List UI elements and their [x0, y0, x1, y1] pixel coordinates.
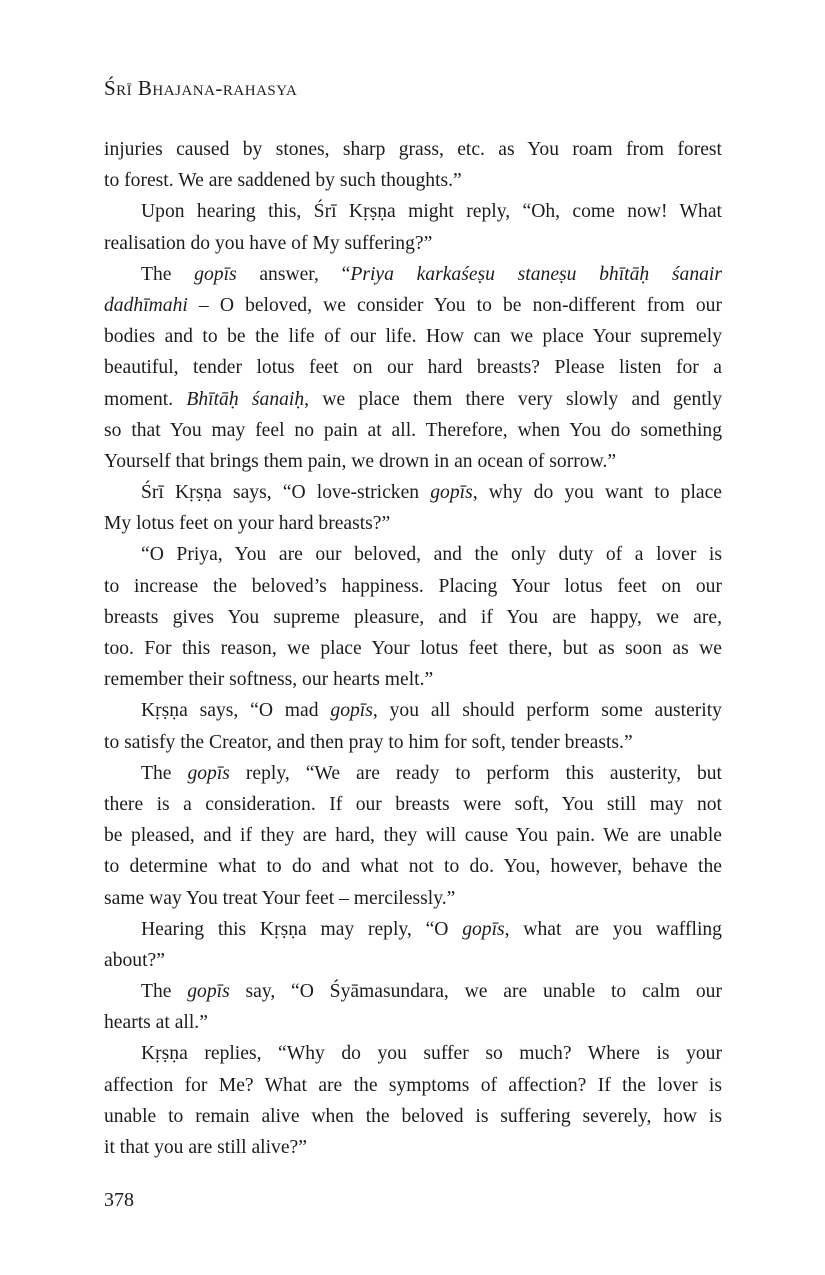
text-line: injuries caused by stones, sharp grass, etc. as You roam from forest — [104, 139, 722, 160]
text-line: hearts at all.” — [104, 1012, 208, 1034]
text-line: Śrī Kṛṣṇa says, “O love-stricken gopīs, why do you want to place — [141, 482, 722, 504]
text-line: Kṛṣṇa replies, “Why do you suffer so much? Where is your — [141, 1043, 722, 1065]
text-line: it that you are still alive?” — [104, 1137, 307, 1158]
text-line: be pleased, and if they are hard, they will cause You pain. We are unable — [104, 825, 722, 847]
text-line: to satisfy the Creator, and then pray to him for soft, tender breasts.” — [104, 731, 633, 753]
text-line: Kṛṣṇa says, “O mad gopīs, you all should perform some austerity — [141, 700, 722, 722]
body-text — [104, 134, 722, 1163]
running-head: Śrī Bhajana-rahasya — [104, 76, 298, 100]
text-line: affection for Me? What are the symptoms of affection? If the lover is — [104, 1074, 722, 1096]
text-line: so that You may feel no pain at all. Therefore, when You do something — [104, 419, 722, 441]
text-line: bodies and to be the life of our life. How can we place Your supremely — [104, 326, 722, 348]
text-line: there is a consideration. If our breasts were soft, You still may not — [104, 793, 722, 815]
text-line: same way You treat Your feet – mercilessly.” — [104, 887, 456, 909]
text-line: My lotus feet on your hard breasts?” — [104, 513, 391, 535]
text-line: The gopīs reply, “We are ready to perform this austerity, but — [141, 762, 722, 784]
text-line: Yourself that brings them pain, we drown in an ocean of sorrow.” — [104, 450, 617, 472]
text-line: unable to remain alive when the beloved is suffering severely, how is — [104, 1105, 722, 1127]
text-line: Upon hearing this, Śrī Kṛṣṇa might reply, “Oh, come now! What — [141, 201, 722, 223]
text-line: realisation do you have of My suffering?” — [104, 232, 433, 254]
text-line: moment. Bhītāḥ śanaiḥ, we place them there very slowly and gently — [104, 388, 722, 410]
text-line: to increase the beloved’s happiness. Placing Your lotus feet on our — [104, 575, 722, 597]
text-line: to forest. We are saddened by such thoughts.” — [104, 170, 462, 192]
page-number: 378 — [104, 1189, 134, 1211]
text-line: about?” — [104, 949, 165, 971]
text-line: too. For this reason, we place Your lotus feet there, but as soon as we — [104, 638, 722, 659]
text-line: The gopīs say, “O Śyāmasundara, we are unable to calm our — [141, 981, 722, 1003]
text-line: breasts gives You supreme pleasure, and if You are happy, we are, — [104, 606, 722, 628]
text-line: dadhīmahi – O beloved, we consider You to be non-different from our — [104, 294, 722, 316]
text-line: Hearing this Kṛṣṇa may reply, “O gopīs, what are you waffling — [141, 918, 722, 940]
text-line: remember their softness, our hearts melt.” — [104, 669, 434, 691]
text-line: “O Priya, You are our beloved, and the only duty of a lover is — [141, 544, 722, 566]
text-line: beautiful, tender lotus feet on our hard breasts? Please listen for a — [104, 357, 722, 379]
text-line: The gopīs answer, “Priya karkaśeṣu staneṣu bhītāḥ śanair — [141, 263, 722, 285]
text-line: to determine what to do and what not to do. You, however, behave the — [104, 856, 722, 878]
